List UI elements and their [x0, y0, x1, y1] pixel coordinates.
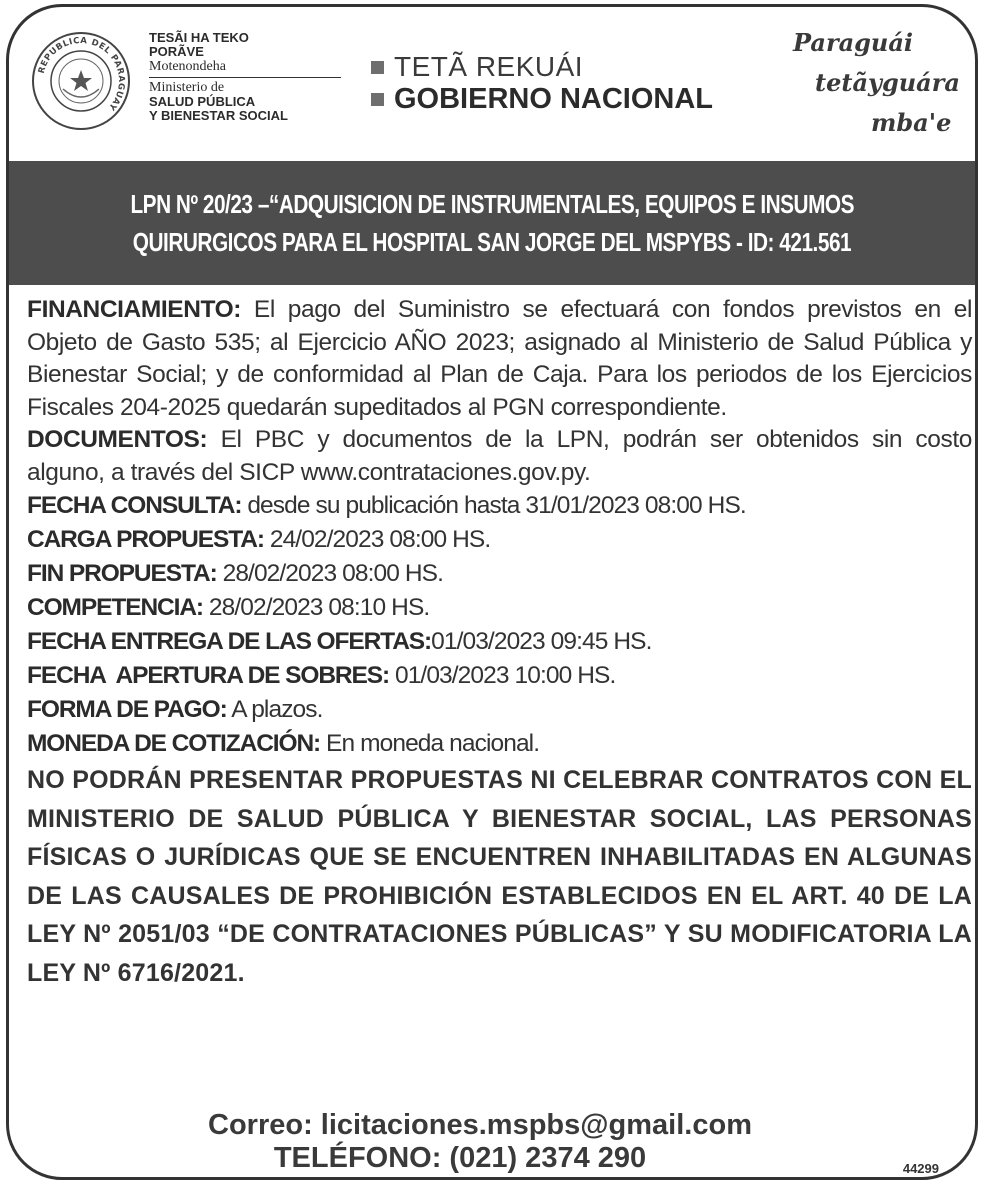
- ministry-guarani-line-3: Motenondeha: [149, 59, 226, 74]
- field-payment-method: [27, 693, 972, 727]
- field-label: FIN PROPUESTA:: [27, 560, 217, 587]
- field-value: 01/03/2023 10:00 HS.: [389, 662, 616, 689]
- financing-text: El pago del Suministro se efectuará con fondos previstos en el Objeto de Gasto 535; al Ejercicio AÑO 2023; asignado al Ministerio de Salud Pública y Bienestar Social; y de conformidad al Plan de Caja. Para los periodos de los Ejercicios Fiscales 204-2025 quedarán supeditados al PGN correspondiente.: [27, 296, 972, 421]
- slogan-line-3: mba'e: [871, 108, 952, 137]
- ministry-guarani-line-2: PORÃVE: [149, 44, 204, 59]
- contact-email: Correo: licitaciones.mspbs@gmail.com: [208, 1109, 752, 1141]
- documents-text: El PBC y documentos de la LPN, podrán ser obtenidos sin costo alguno, a través del SICP www.contrataciones.gov.py.: [27, 426, 972, 486]
- prohibition-warning: NO PODRÁN PRESENTAR PROPUESTAS NI CELEBRAR CONTRATOS CON EL MINISTERIO DE SALUD PÚBLICA Y BIENESTAR SOCIAL, LAS PERSONAS FÍSICAS O JURÍDICAS QUE SE ENCUENTREN INHABILITADAS EN ALGUNAS DE LAS CAUSALES DE PROHIBICIÓN ESTABLECIDOS EN EL ART. 40 DE LA LEY Nº 2051/03 “DE CONTRATACIONES PÚBLICAS” Y SU MODIFICATORIA LA LEY Nº 6716/2021.: [27, 766, 972, 987]
- field-value: 24/02/2023 08:00 HS.: [263, 526, 491, 553]
- title-line-1: LPN Nº 20/23 –“ADQUISICION DE INSTRUMENTALES, EQUIPOS E INSUMOS: [130, 189, 854, 219]
- slogan: [787, 23, 977, 143]
- seal-text: REPUBLICA DEL PARAGUAY: [36, 35, 127, 113]
- field-proposal-end: [27, 557, 972, 591]
- gov-guarani-text: TETÃ REKUÁI: [394, 51, 584, 82]
- field-label: FECHA APERTURA DE SOBRES:: [27, 662, 390, 689]
- documents-label: DOCUMENTOS:: [27, 426, 208, 453]
- field-label: CARGA PROPUESTA:: [27, 526, 264, 553]
- government-logo-text: [371, 51, 713, 115]
- gov-spanish-text: GOBIERNO NACIONAL: [394, 82, 713, 115]
- field-label: FORMA DE PAGO:: [27, 696, 227, 723]
- field-proposal-upload: [27, 523, 972, 557]
- field-value: En moneda nacional.: [320, 730, 540, 757]
- field-envelope-opening: [27, 659, 972, 693]
- notice-body: [27, 294, 972, 992]
- slogan-line-2: tetãyguára: [815, 68, 960, 97]
- field-quote-currency: [27, 727, 972, 761]
- contact-phone: TELÉFONO: (021) 2374 290: [273, 1142, 647, 1174]
- ministry-logo-text: [149, 31, 349, 123]
- reference-number: 44299: [902, 1161, 939, 1176]
- national-seal-icon: [31, 31, 131, 131]
- financing-paragraph: [27, 294, 972, 424]
- title-banner: [9, 161, 975, 285]
- slogan-line-1: Paraguái: [793, 28, 914, 57]
- field-label: FECHA ENTREGA DE LAS OFERTAS:: [27, 628, 432, 655]
- title-line-2: QUIRURGICOS PARA EL HOSPITAL SAN JORGE DEL MSPYBS - ID: 421.561: [132, 227, 852, 257]
- field-competition: [27, 591, 972, 625]
- field-value: desde su publicación hasta 31/01/2023 08:00 HS.: [241, 492, 746, 519]
- notice-frame: [6, 4, 978, 1180]
- square-bullet-icon: [371, 61, 384, 74]
- ministry-spanish-line-1: Ministerio de: [149, 80, 225, 95]
- square-bullet-icon: [371, 93, 384, 106]
- ministry-spanish-line-3: Y BIENESTAR SOCIAL: [149, 108, 288, 123]
- field-value: A plazos.: [226, 696, 323, 723]
- ministry-spanish-line-2: SALUD PÚBLICA: [149, 94, 256, 109]
- documents-paragraph: [27, 424, 972, 489]
- ministry-divider: [149, 77, 341, 78]
- ministry-guarani-line-1: TESÃI HA TEKO: [149, 30, 249, 45]
- financing-label: FINANCIAMIENTO:: [27, 296, 242, 323]
- field-label: MONEDA DE COTIZACIÓN:: [27, 730, 321, 757]
- field-consultation-date: [27, 489, 972, 523]
- field-label: COMPETENCIA:: [27, 594, 203, 621]
- field-value: 01/03/2023 09:45 HS.: [431, 628, 652, 655]
- field-offer-delivery: [27, 625, 972, 659]
- header: [9, 7, 975, 161]
- field-value: 28/02/2023 08:00 HS.: [216, 560, 443, 587]
- field-label: FECHA CONSULTA:: [27, 492, 242, 519]
- contact-block: [9, 1109, 975, 1175]
- field-value: 28/02/2023 08:10 HS.: [203, 594, 430, 621]
